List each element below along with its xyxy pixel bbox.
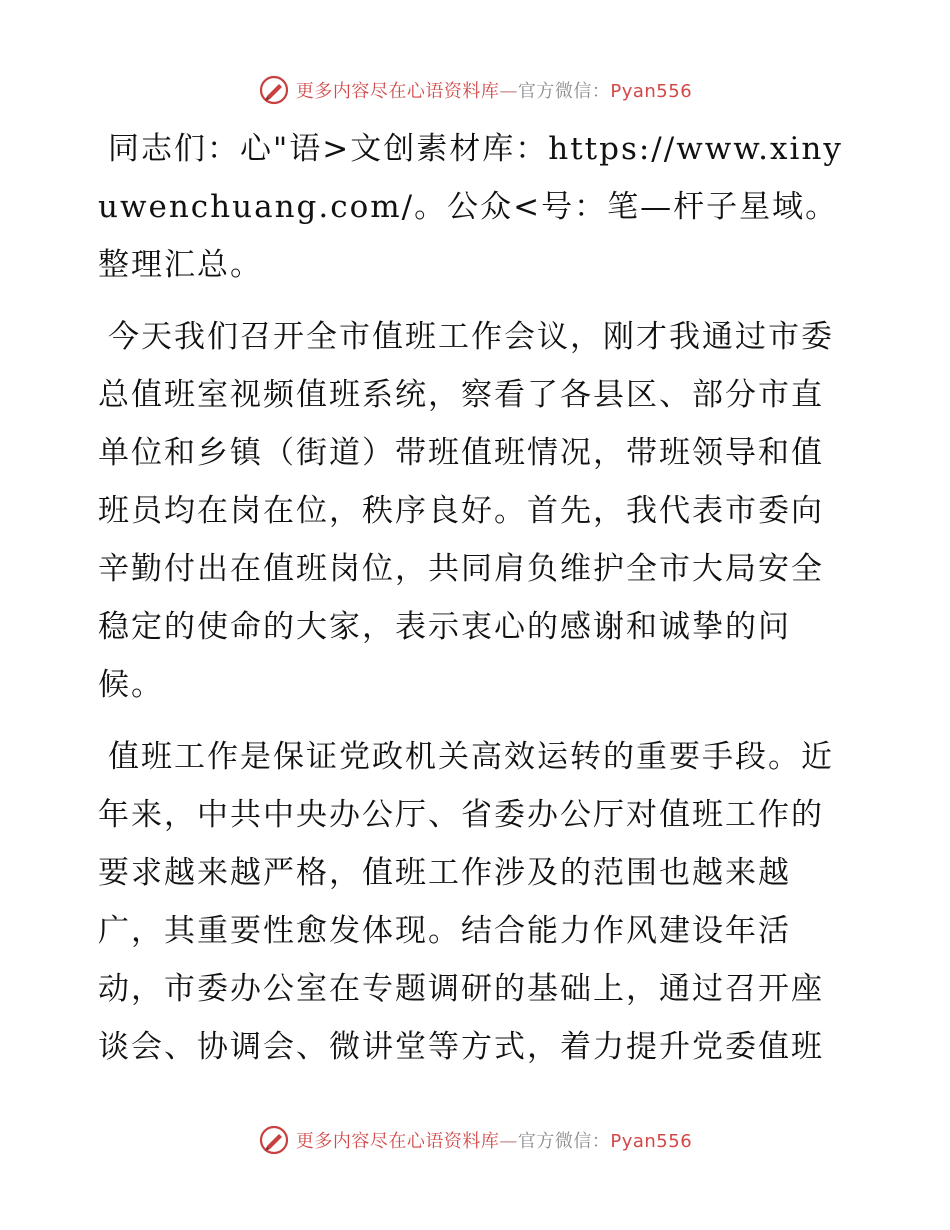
paragraph: 值班工作是保证党政机关高效运转的重要手段。近年来，中共中央办公厅、省委办公厅对值班工作的要求越来越严格，值班工作涉及的范围也越来越广，其重要性愈发体现。结合能力作风建设年活动，市委办公室在专题调研的基础上，通过召开座谈会、协调会、微讲堂等方式，着力提升党委值班 <box>98 739 834 1065</box>
paragraph: 同志们：心"语>文创素材库：https://www.xinyuwenchuang.com/。公众<号：笔—杆子星域。整理汇总。 <box>98 131 843 283</box>
pen-logo-icon <box>258 1124 290 1156</box>
banner-text: 更多内容尽在心语资料库—官方微信：Pyan556 <box>295 81 693 102</box>
paragraph: 今天我们召开全市值班工作会议，刚才我通过市委总值班室视频值班系统，察看了各县区、部分市直单位和乡镇（街道）带班值班情况，带班领导和值班员均在岗在位，秩序良好。首先，我代表市委向辛勤付出在值班岗位，共同肩负维护全市大局安全稳定的使命的大家，表示衷心的感谢和诚挚的问候。 <box>98 319 834 703</box>
footer-banner <box>0 1120 950 1160</box>
pen-logo-icon <box>258 74 290 106</box>
document-body <box>98 120 850 1090</box>
header-banner <box>0 70 950 110</box>
banner-text: 更多内容尽在心语资料库—官方微信：Pyan556 <box>295 1131 693 1152</box>
